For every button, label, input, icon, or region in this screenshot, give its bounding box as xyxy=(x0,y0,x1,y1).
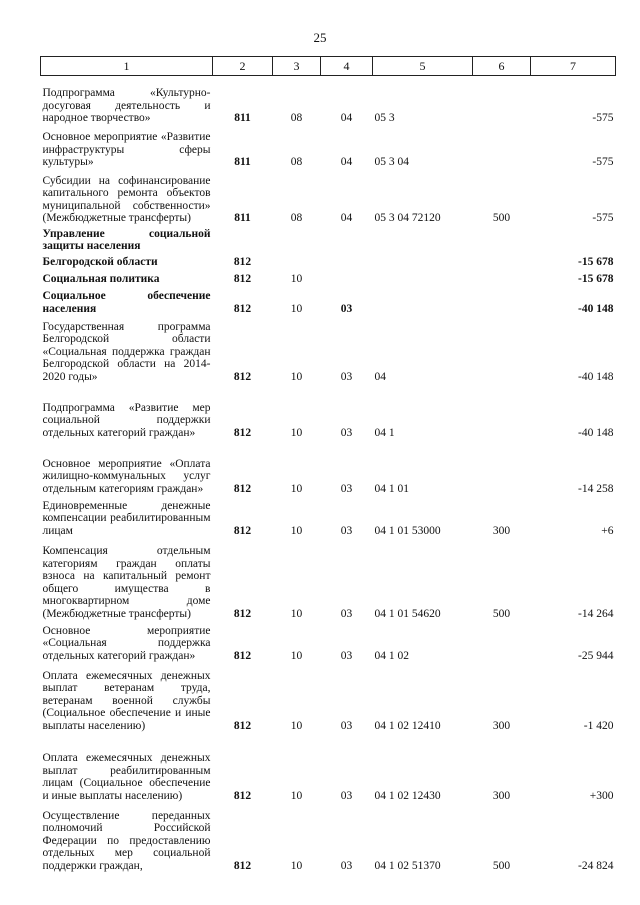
row-target-article: 04 1 02 51370 xyxy=(374,859,441,872)
row-amount xyxy=(531,228,616,256)
row-target-article: 04 1 02 xyxy=(374,649,409,662)
row-expense-type xyxy=(473,76,531,128)
row-section: 10 xyxy=(290,370,303,383)
row-name: Белгородской области xyxy=(42,255,158,268)
row-amount: -40 148 xyxy=(578,426,614,439)
row-expense-type xyxy=(473,386,531,442)
row-name: Оплата ежемесячных денежных выплат реабилитированным лицам (Социальное обеспечение и иные выплаты населению) xyxy=(42,752,211,802)
row-subsection: 03 xyxy=(340,607,353,620)
row-expense-type: 500 xyxy=(492,859,511,872)
table-row xyxy=(41,540,616,623)
header-col-7: 7 xyxy=(531,57,616,76)
row-name: Подпрограмма «Культурно-досуговая деятельность и народное творчество» xyxy=(42,87,211,125)
row-target-article: 04 1 01 xyxy=(374,482,409,495)
row-amount: +6 xyxy=(601,524,614,537)
row-subsection xyxy=(321,271,373,288)
table-row xyxy=(41,318,616,386)
row-admin-code: 811 xyxy=(234,112,251,125)
row-subsection: 03 xyxy=(340,302,353,315)
row-section: 10 xyxy=(290,482,303,495)
row-expense-type xyxy=(473,271,531,288)
row-subsection: 03 xyxy=(340,719,353,732)
table-row xyxy=(41,735,616,805)
row-admin-code: 811 xyxy=(234,156,251,169)
row-name: Основное мероприятие «Развитие инфраструктуры сферы культуры» xyxy=(42,131,211,169)
row-target-article xyxy=(373,228,473,256)
row-subsection: 04 xyxy=(340,212,353,225)
table-row xyxy=(41,271,616,288)
row-name: Подпрограмма «Развитие мер социальной поддержки отдельных категорий граждан» xyxy=(42,401,211,439)
row-admin-code: 812 xyxy=(233,859,252,872)
table-row xyxy=(41,623,616,665)
row-target-article: 04 1 02 12410 xyxy=(374,719,441,732)
row-subsection xyxy=(321,228,373,256)
row-section: 08 xyxy=(290,112,303,125)
header-col-4: 4 xyxy=(321,57,373,76)
row-expense-type xyxy=(473,318,531,386)
row-admin-code: 812 xyxy=(233,649,252,662)
row-name: Социальное обеспечение населения xyxy=(42,290,211,315)
row-subsection xyxy=(321,256,373,271)
header-col-2: 2 xyxy=(213,57,273,76)
row-admin-code: 812 xyxy=(233,255,252,268)
row-amount: -1 420 xyxy=(583,719,614,732)
row-target-article: 04 xyxy=(374,370,386,383)
row-expense-type: 500 xyxy=(492,212,511,225)
row-name: Основное мероприятие «Оплата жилищно-коммунальных услуг отдельным категориям граждан» xyxy=(42,457,211,495)
row-section: 10 xyxy=(290,426,303,439)
row-name: Социальная политика xyxy=(42,272,160,285)
header-col-6: 6 xyxy=(473,57,531,76)
row-amount: -25 944 xyxy=(578,649,614,662)
row-target-article: 04 1 01 54620 xyxy=(374,607,441,620)
row-admin-code: 812 xyxy=(233,789,252,802)
table-row xyxy=(41,172,616,228)
table-row xyxy=(41,128,616,172)
row-name: Управление социальной защиты населения xyxy=(42,227,211,253)
row-target-article xyxy=(373,288,473,318)
table-header-row xyxy=(41,57,616,76)
table-row xyxy=(41,665,616,735)
budget-table xyxy=(40,56,616,875)
row-section: 10 xyxy=(290,789,303,802)
table-row xyxy=(41,498,616,540)
row-subsection: 04 xyxy=(340,156,353,169)
row-section: 10 xyxy=(290,649,303,662)
row-name: Основное мероприятие «Социальная поддержка отдельных категорий граждан» xyxy=(42,624,211,662)
row-admin-code: 812 xyxy=(233,370,252,383)
row-target-article: 05 3 04 72120 xyxy=(374,212,441,225)
row-name: Осуществление переданных полномочий Российской Федерации по предоставлению отдельных мер социальной поддержки граждан, xyxy=(42,809,211,872)
table-row xyxy=(41,288,616,318)
row-subsection: 03 xyxy=(340,482,353,495)
header-col-5: 5 xyxy=(373,57,473,76)
header-col-3: 3 xyxy=(273,57,321,76)
row-amount: -575 xyxy=(592,156,614,169)
row-section xyxy=(273,256,321,271)
row-amount: -575 xyxy=(592,112,614,125)
row-admin-code: 812 xyxy=(233,482,252,495)
row-section: 10 xyxy=(290,302,303,315)
row-section: 08 xyxy=(290,156,303,169)
row-admin-code xyxy=(213,228,273,256)
row-name: Государственная программа Белгородской области «Социальная поддержка граждан Белгородской области на 2014-2020 годы» xyxy=(42,320,211,383)
row-admin-code: 811 xyxy=(234,212,251,225)
row-section: 08 xyxy=(290,212,303,225)
row-subsection: 03 xyxy=(340,524,353,537)
row-subsection: 04 xyxy=(340,112,353,125)
row-section: 10 xyxy=(290,719,303,732)
row-subsection: 03 xyxy=(340,859,353,872)
row-subsection: 03 xyxy=(340,370,353,383)
row-admin-code: 812 xyxy=(233,272,252,285)
row-amount: -15 678 xyxy=(578,255,614,268)
header-col-1: 1 xyxy=(41,57,213,76)
row-expense-type: 500 xyxy=(492,607,511,620)
row-name: Оплата ежемесячных денежных выплат ветеранам труда, ветеранам военной службы (Социальное обеспечение и иные выплаты населению) xyxy=(42,669,211,732)
row-section: 10 xyxy=(290,607,303,620)
table-row xyxy=(41,256,616,271)
row-expense-type: 300 xyxy=(492,524,511,537)
row-target-article xyxy=(373,271,473,288)
row-amount: -575 xyxy=(592,212,614,225)
row-name: Субсидии на софинансирование капитального ремонта объектов муниципальной собственности» (Межбюджетные трансферты) xyxy=(42,174,211,225)
table-row xyxy=(41,442,616,498)
row-target-article: 05 3 xyxy=(374,112,395,125)
row-amount: -40 148 xyxy=(578,370,614,383)
row-expense-type xyxy=(473,623,531,665)
row-target-article: 04 1 xyxy=(374,426,395,439)
row-amount: -14 258 xyxy=(578,482,614,495)
row-amount: -15 678 xyxy=(578,272,614,285)
row-amount: +300 xyxy=(589,789,614,802)
row-expense-type xyxy=(473,256,531,271)
row-target-article: 04 1 01 53000 xyxy=(374,524,441,537)
row-section xyxy=(273,228,321,256)
table-row xyxy=(41,228,616,256)
row-admin-code: 812 xyxy=(233,302,252,315)
row-section: 10 xyxy=(290,524,303,537)
row-admin-code: 812 xyxy=(233,607,252,620)
table-row xyxy=(41,805,616,875)
row-amount: -24 824 xyxy=(578,859,614,872)
row-name: Единовременные денежные компенсации реабилитированным лицам xyxy=(42,499,211,537)
row-admin-code: 812 xyxy=(233,719,252,732)
row-expense-type xyxy=(473,128,531,172)
row-section: 10 xyxy=(290,272,303,285)
row-target-article: 04 1 02 12430 xyxy=(374,789,441,802)
row-expense-type xyxy=(473,228,531,256)
row-admin-code: 812 xyxy=(233,524,252,537)
row-amount: -40 148 xyxy=(578,302,614,315)
row-expense-type: 300 xyxy=(492,789,511,802)
row-expense-type: 300 xyxy=(492,719,511,732)
row-name: Компенсация отдельным категориям граждан оплаты взноса на капитальный ремонт общего имущества в многоквартирном доме (Межбюджетные трансферты) xyxy=(42,545,211,620)
table-row xyxy=(41,76,616,128)
row-expense-type xyxy=(473,442,531,498)
row-target-article xyxy=(373,256,473,271)
page-number: 25 xyxy=(313,30,327,45)
row-admin-code: 812 xyxy=(233,426,252,439)
row-amount: -14 264 xyxy=(578,607,614,620)
row-section: 10 xyxy=(290,859,303,872)
row-subsection: 03 xyxy=(340,789,353,802)
row-subsection: 03 xyxy=(340,426,353,439)
table-row xyxy=(41,386,616,442)
row-subsection: 03 xyxy=(340,649,353,662)
row-target-article: 05 3 04 xyxy=(374,156,409,169)
row-expense-type xyxy=(473,288,531,318)
